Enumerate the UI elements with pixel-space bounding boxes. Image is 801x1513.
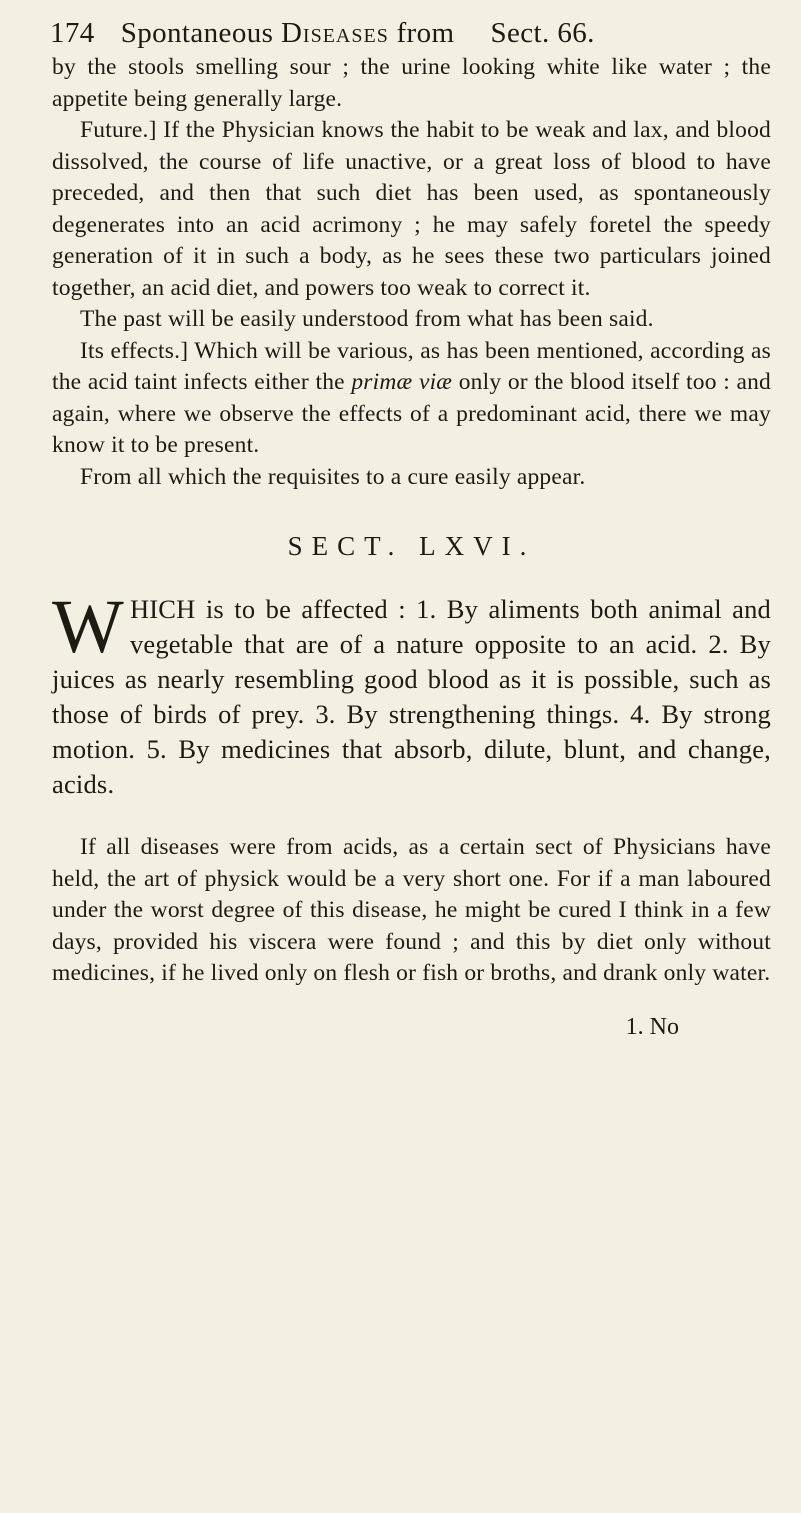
running-title-word: Spontaneous (120, 17, 274, 49)
paragraph: The past will be easily understood from what has been said. (80, 306, 654, 332)
paragraph: From all which the requisites to a cure easily appear. (80, 463, 586, 490)
commentary-text (52, 52, 771, 493)
section-marker: Sect. 66. (490, 17, 595, 49)
paragraph (52, 585, 771, 802)
italic-phrase: primæ viæ (351, 369, 453, 395)
commentary-text-2 (52, 832, 771, 990)
small-caps-word: HICH (129, 594, 196, 624)
aphorism-text (52, 585, 771, 802)
catchword: 1. No (625, 1013, 679, 1040)
spacer (52, 802, 771, 832)
paragraph-text: Its effects.] Which will be various, as has been mentioned, according as the acid taint infects either the (52, 337, 771, 395)
paragraph (52, 336, 771, 462)
paragraph: If all diseases were from acids, as a certain sect of Physicians have held, the art of physick would be a very short one. For if a man laboured under the worst degree of this disease, he might be cured I think in a few days, provided his viscera were found ; and this by diet only without medicines, if he lived only on flesh or fish or broths, and drank only water. (52, 834, 771, 986)
running-title (121, 14, 455, 52)
page-number: 174 (50, 17, 95, 49)
section-heading: SECT. LXVI. (287, 531, 536, 561)
paragraph: Future.] If the Physician knows the habit to be weak and lax, and blood dissolved, the course of life unactive, or a great loss of blood to have preceded, and then that such diet has been used, as spontaneously degenerates into an acid acrimony ; he may safely foretel the speedy generation of it in such a body, as he sees these two particulars joined together, an acid diet, and powers too weak to correct it. (52, 117, 771, 301)
drop-cap: W (52, 585, 124, 669)
paragraph: by the stools smelling sour ; the urine looking white like water ; the appetite being generally large. (52, 54, 771, 112)
running-title-word: Diseases (280, 17, 389, 49)
paragraph-text: is to be affected : 1. By aliments both animal and vegetable that are of a nature opposite to an acid. 2. By juices as nearly resembling good blood as it is possible, such as those of birds of prey. 3. By strengthening things. 4. By strong motion. 5. By medicines that absorb, dilute, blunt, and change, acids. (52, 594, 771, 799)
running-head (50, 14, 771, 52)
paragraph-text: only or the blood itself too : and again, where we observe the effects of a predominant acid, there we may know it to be present. (52, 369, 771, 458)
running-title-word: from (396, 17, 455, 49)
